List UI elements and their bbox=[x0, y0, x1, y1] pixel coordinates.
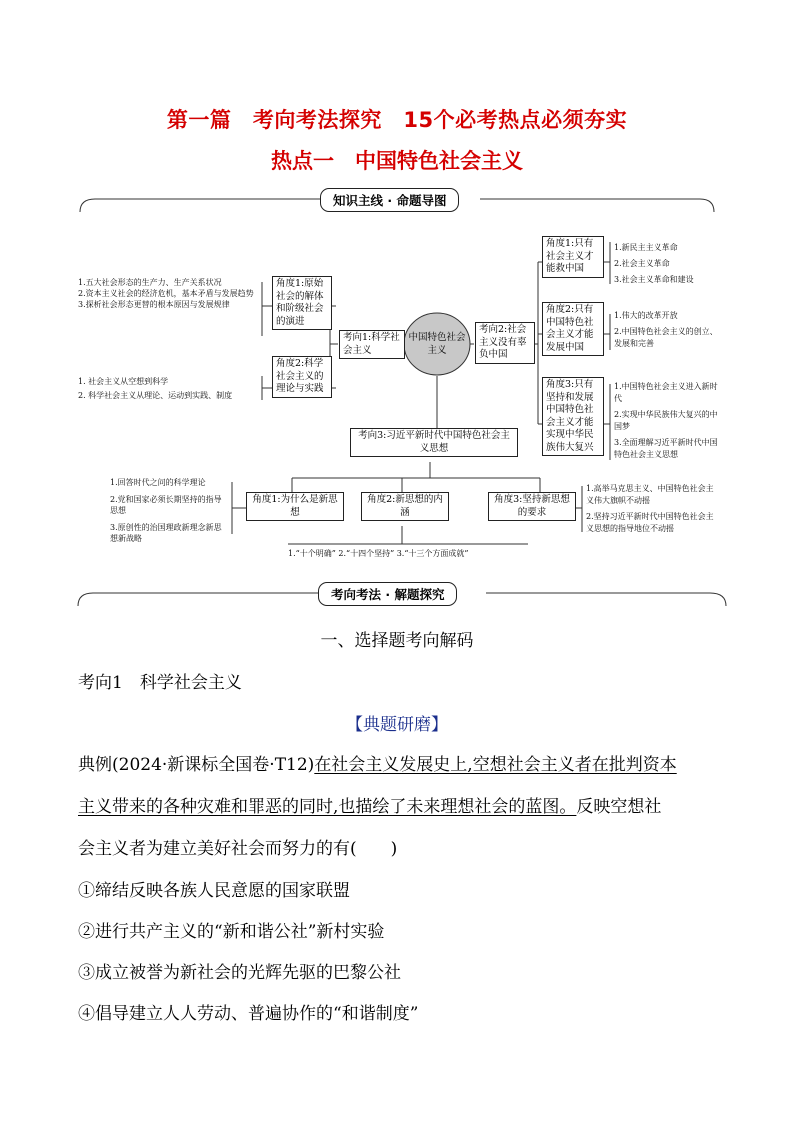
note-line: 3.社会主义革命和建设 bbox=[614, 275, 694, 284]
mindmap-k3-angle2-notes: 1.“十个明确” 2.“十四个坚持” 3.“十三个方面成就” bbox=[288, 549, 469, 558]
note-line: 2.实现中华民族伟大复兴的中国梦 bbox=[614, 410, 718, 431]
question-stem-part1: 在社会主义发展史上,空想社会主义者在批判资本 bbox=[314, 755, 677, 775]
page-title: 第一篇 考向考法探究 15个必考热点必须夯实 bbox=[166, 108, 628, 132]
mindmap-k2: 考向2:社会主义没有辜负中国 bbox=[475, 322, 535, 364]
mindmap-center: 中国特色社会主义 bbox=[408, 332, 466, 356]
mindmap-k3-angle3: 角度3:坚持新思想的要求 bbox=[488, 492, 576, 521]
note-line: 2. 科学社会主义从理论、运动到实践、制度 bbox=[78, 391, 233, 400]
note-line: 1. 社会主义从空想到科学 bbox=[78, 377, 169, 386]
mindmap-k2-angle3: 角度3:只有坚持和发展中国特色社会主义才能实现中华民族伟大复兴 bbox=[542, 377, 604, 456]
question-stem-part2: 主义带来的各种灾难和罪恶的同时,也描绘了未来理想社会的蓝图。 bbox=[78, 797, 577, 817]
option-3: ③成立被誉为新社会的光辉先驱的巴黎公社 bbox=[78, 963, 401, 983]
mindmap-k1-angle1-notes bbox=[78, 277, 258, 310]
note-line: 2.党和国家必须长期坚持的指导思想 bbox=[110, 494, 222, 515]
mindmap-k1: 考向1:科学社会主义 bbox=[339, 330, 405, 359]
note-line: 1.五大社会形态的生产力、生产关系状况 bbox=[78, 278, 222, 287]
section-heading: 一、选择题考向解码 bbox=[320, 631, 474, 651]
mindmap-k3-angle1-notes bbox=[110, 477, 228, 545]
mindmap-k2-angle2-notes bbox=[614, 310, 722, 350]
mindmap-k1-angle2: 角度2:科学社会主义的理论与实践 bbox=[272, 356, 332, 398]
page-subtitle: 热点一 中国特色社会主义 bbox=[271, 149, 523, 173]
section-banner-exploration: 考向考法 · 解题探究 bbox=[318, 582, 457, 606]
note-line: 3.全面理解习近平新时代中国特色社会主义思想 bbox=[614, 438, 718, 459]
mindmap-k2-angle1: 角度1:只有社会主义才能救中国 bbox=[542, 236, 604, 278]
mindmap-k2-angle2: 角度2:只有中国特色社会主义才能发展中国 bbox=[542, 302, 604, 356]
question-line-2 bbox=[78, 792, 661, 817]
question-prefix: 典例(2024·新课标全国卷·T12) bbox=[78, 755, 315, 775]
example-tag: 【典题研磨】 bbox=[346, 715, 448, 735]
question-line-1 bbox=[78, 750, 677, 775]
mindmap-k2-angle1-notes bbox=[614, 240, 724, 288]
mindmap-k3-angle1: 角度1:为什么是新思想 bbox=[246, 492, 344, 521]
note-line: 3.原创性的治国理政新理念新思想新战略 bbox=[110, 522, 222, 543]
note-line: 2.中国特色社会主义的创立、发展和完善 bbox=[614, 327, 718, 348]
mindmap-k3: 考向3:习近平新时代中国特色社会主义思想 bbox=[350, 428, 518, 457]
note-line: 1.新民主主义革命 bbox=[614, 243, 678, 252]
section-banner-mindmap: 知识主线 · 命题导图 bbox=[320, 188, 459, 212]
mindmap-k2-angle3-notes bbox=[614, 381, 724, 461]
option-4: ④倡导建立人人劳动、普遍协作的“和谐制度” bbox=[78, 1004, 419, 1024]
note-line: 3.探析社会形态更替的根本原因与发展规律 bbox=[78, 300, 230, 309]
mindmap-k1-angle2-notes bbox=[78, 375, 258, 403]
note-line: 2.资本主义社会的经济危机，基本矛盾与发展趋势 bbox=[78, 289, 254, 298]
note-line: 2.坚持习近平新时代中国特色社会主义思想的指导地位不动摇 bbox=[586, 512, 714, 533]
note-line: 1.伟大的改革开放 bbox=[614, 311, 678, 320]
note-line: 2.社会主义革命 bbox=[614, 259, 670, 268]
note-line: 1.回答时代之问的科学理论 bbox=[110, 478, 206, 487]
direction-heading: 考向1 科学社会主义 bbox=[78, 673, 242, 693]
option-2: ②进行共产主义的“新和谐公社”新村实验 bbox=[78, 922, 385, 942]
mindmap-k3-angle2: 角度2:新思想的内涵 bbox=[361, 492, 449, 521]
question-stem-tail-a: 反映空想社 bbox=[576, 797, 662, 817]
question-line-3: 会主义者为建立美好社会而努力的有( ) bbox=[78, 839, 398, 859]
mindmap-k1-angle1: 角度1:原始社会的解体和阶级社会的演进 bbox=[272, 276, 332, 330]
mindmap-k3-angle3-notes bbox=[586, 483, 720, 534]
note-line: 1.高举马克思主义、中国特色社会主义伟大旗帜不动摇 bbox=[586, 484, 714, 505]
note-line: 1.中国特色社会主义进入新时代 bbox=[614, 382, 718, 403]
option-1: ①缔结反映各族人民意愿的国家联盟 bbox=[78, 881, 350, 901]
